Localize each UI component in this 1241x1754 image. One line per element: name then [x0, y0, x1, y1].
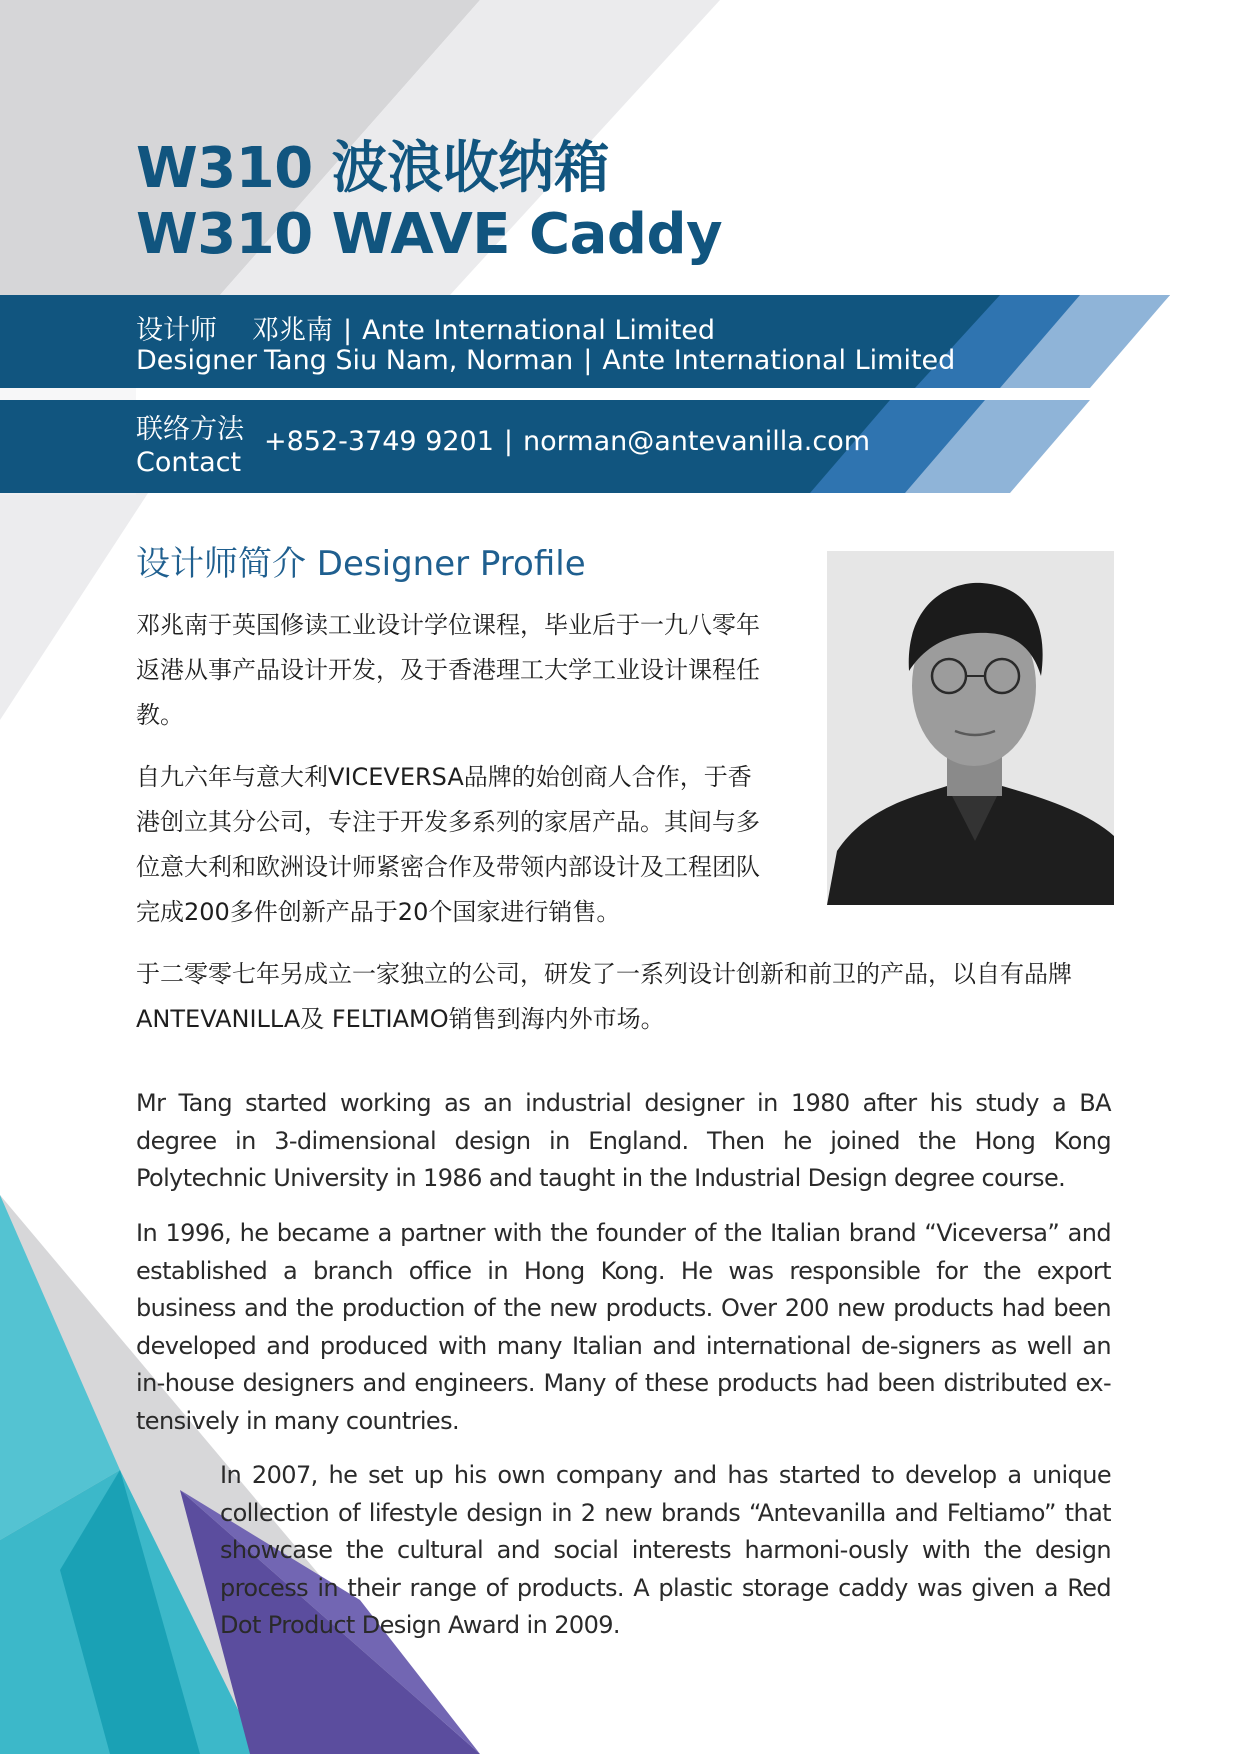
designer-name-en: Tang Siu Nam, Norman	[264, 345, 574, 376]
designer-row-zh	[136, 308, 715, 347]
en-paragraph-1: Mr Tang started working as an industrial designer in 1980 after his study a BA degree in 3-dimensional design in England. Then he joined the Hong Kong Polytechnic University in 1986 and taught in the Industrial Design degree course.	[136, 1089, 1111, 1192]
designer-photo	[827, 551, 1114, 905]
contact-labels	[136, 413, 244, 479]
profile-heading: 设计师简介 Designer Profile	[136, 544, 586, 584]
en-paragraph-3: In 2007, he set up his own company and has started to develop a unique collection of lifestyle design in 2 new brands “Antevanilla and Feltiamo” that showcase the cultural and social interests harmoni-ously with the design process in their range of products. A plastic storage caddy was given a Red Dot Product Design Award in 2009.	[220, 1461, 1111, 1639]
contact-phone[interactable]: +852-3749 9201	[264, 426, 494, 457]
zh-paragraph-1: 邓兆南于英国修读工业设计学位课程，毕业后于一九八零年返港从事产品设计开发，及于香港理工大学工业设计课程任教。	[136, 611, 760, 729]
designer-separator: |	[343, 315, 353, 346]
contact-label-zh: 联络方法	[136, 414, 244, 445]
contact-label-en: Contact	[136, 447, 242, 478]
contact-email[interactable]: norman@antevanilla.com	[523, 426, 871, 457]
bg-gray-plane-mid	[0, 490, 150, 720]
designer-separator: |	[583, 345, 593, 376]
designer-name-zh: 邓兆南	[252, 315, 333, 346]
designer-label-en: Designer	[136, 345, 257, 376]
designer-company: Ante International Limited	[602, 345, 956, 376]
contact-separator: |	[503, 426, 514, 457]
zh-paragraph-3: 于二零零七年另成立一家独立的公司，研发了一系列设计创新和前卫的产品，以自有品牌ANTEVANILLA及 FELTIAMO销售到海内外市场。	[136, 960, 1072, 1033]
designer-row-en	[136, 345, 955, 376]
designer-company: Ante International Limited	[362, 315, 716, 346]
en-paragraph-2: In 1996, he became a partner with the founder of the Italian brand “Viceversa” and established a branch office in Hong Kong. He was responsible for the export business and the production of the new products. Over 200 new products had been developed and produced with many Italian and international de-signers as well an in-house designers and engineers. Many of these products had been distributed ex-tensively in many countries.	[136, 1219, 1111, 1435]
zh-paragraph-2: 自九六年与意大利VICEVERSA品牌的始创商人合作，于香港创立其分公司，专注于开发多系列的家居产品。其间与多位意大利和欧洲设计师紧密合作及带领内部设计及工程团队完成200多件创新产品于20个国家进行销售。	[136, 763, 760, 926]
title-block	[136, 136, 722, 268]
portrait-image	[827, 551, 1114, 905]
title-en: W310 WAVE Caddy	[136, 202, 723, 267]
title-zh: W310 波浪收纳箱	[136, 136, 610, 201]
contact-row	[264, 426, 870, 457]
designer-label-zh: 设计师	[136, 315, 217, 346]
